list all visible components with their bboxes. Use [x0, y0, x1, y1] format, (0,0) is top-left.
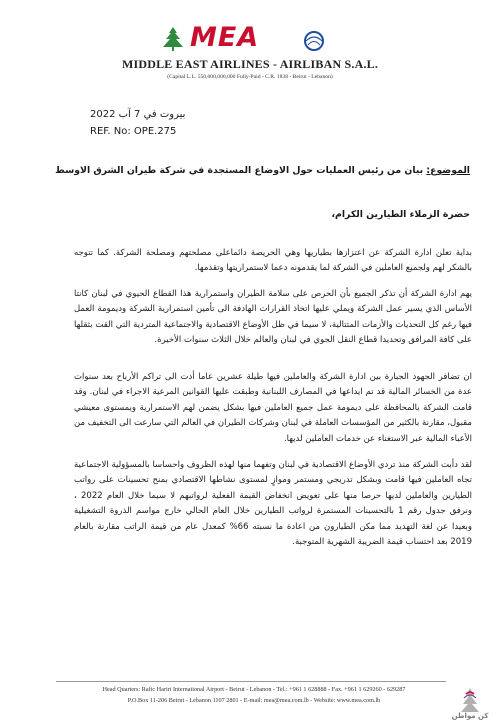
body-paragraph: لقد دأبت الشركة منذ تردي الأوضاع الاقتصادية في لبنان وتفهما منها لهذه الظروف واحساسا بالمسؤولية الاجتماعية تجاه العاملين فيها قامت وبشكل تدريجي ومستمر وموازٍ لمستوى نشاطها الاقتصادي بمنح تحسينات على رواتب الطيارين والعاملين لديها حرصا منها على تعويض انخفاض القيمة الفعلية لرواتبهم لا سيما خلال العام 2022 ، ونرفق جدول رقم 1 بالتحسينات المستمرة لرواتب الطيارين خلال العام الحالي خارج مواسم الذروة التشغيلية وبعيدا عن لغة التهديد مما مكن الطيارون من اعادة ما نسبته 66% كمعدل عام من قيمة الراتب مقارنة بالعام 2019 بعد احتساب قيمة الضريبة الشهرية المتوجبة. — [74, 460, 473, 548]
company-name: MIDDLE EAST AIRLINES - AIRLIBAN S.A.L. — [121, 57, 379, 71]
capital-line: (Capital L.L. 550,000,000,000 Fully-Paid - C.R. 1838 - Beirut - Lebanon) — [167, 74, 333, 80]
mea-logo: MEA — [190, 22, 260, 53]
campaign-logo-text: كن مواطن — [451, 712, 489, 720]
subject-text: بيان من رئيس العمليات حول الاوضاع المستجدة في شركة طيران الشرق الاوسط — [55, 165, 427, 176]
footer-divider — [56, 681, 446, 682]
body-paragraph: ان تضافر الجهود الجبارة بين ادارة الشركة والعاملين فيها طيلة عشرين عاما أدت الى تراكم الأرباح بعد سنوات عدة من الخسائر المالية قد تم ايداعها في المصارف اللبنانية وطبقت عليها القوانين المرعية الاجراء في لبنان. وقد قامت الشركة بالمحافظة على ديمومة عمل جميع العاملين فيها بشكل يضمن لهم الاستمرارية وبمستوى معيشي مقبول، مقارنة بالكثير من المؤسسات العاملة في لبنان وشركات الطيران في العالم التي سارعت الى التخفيف من الأعباء المالية عبر الاستغناء عن خدمات العاملين لديها. — [74, 372, 472, 444]
salutation: حضرة الزملاء الطيارين الكرام، — [331, 209, 470, 220]
letter-date: بيروت في 7 آب 2022 — [90, 109, 186, 120]
footer-contact: P.O.Box 11-206 Beirut - Lebanon 1107 2801 - E-mail: mea@mea.com.lb - Website: www.mea.com.lb — [127, 697, 381, 704]
footer-address: Head Quarters: Rafic Hariri International Airport - Beirut - Lebanon - Tel.: +961 1 628888 - Fax. +961 1 629260 - 629287 — [102, 686, 406, 693]
skyteam-icon — [300, 27, 328, 55]
subject-label: الموضوع: — [426, 165, 470, 176]
body-paragraph: بداية تعلن ادارة الشركة عن اعتزازها بطياريها وهي الحريصة دائماعلى مصلحتهم ومصلحة الشركة. كما تتوجه بالشكر لهم ولجميع العاملين في الشركة لما يقدمونه دعما لاستمراريتها وتقدمها. — [74, 248, 472, 274]
reference-number: REF. No: OPE.275 — [90, 126, 177, 137]
body-paragraph: يهم ادارة الشركة أن تذكر الجميع بأن الحرص على سلامة الطيران واستمرارية هذا القطاع الحيوي في لبنان كانتا الأساس الذي يسير عمل الشركة ويملي عليها اتخاذ القرارات الهادفة الى تأمين استمرارية الشركة وديمومة العمل فيها رغم كل التحديات والأزمات المتتالية، لا سيما في ظل الأوضاع الاقتصادية والاجتماعية المتردية التي القت بثقلها على كافة المرافق وتحديدا قطاع النقل الجوي في لبنان والعالم خلال الثلاث سنوات الأخيرة. — [74, 289, 472, 346]
subject-line — [55, 165, 470, 176]
cedar-icon — [160, 26, 186, 52]
